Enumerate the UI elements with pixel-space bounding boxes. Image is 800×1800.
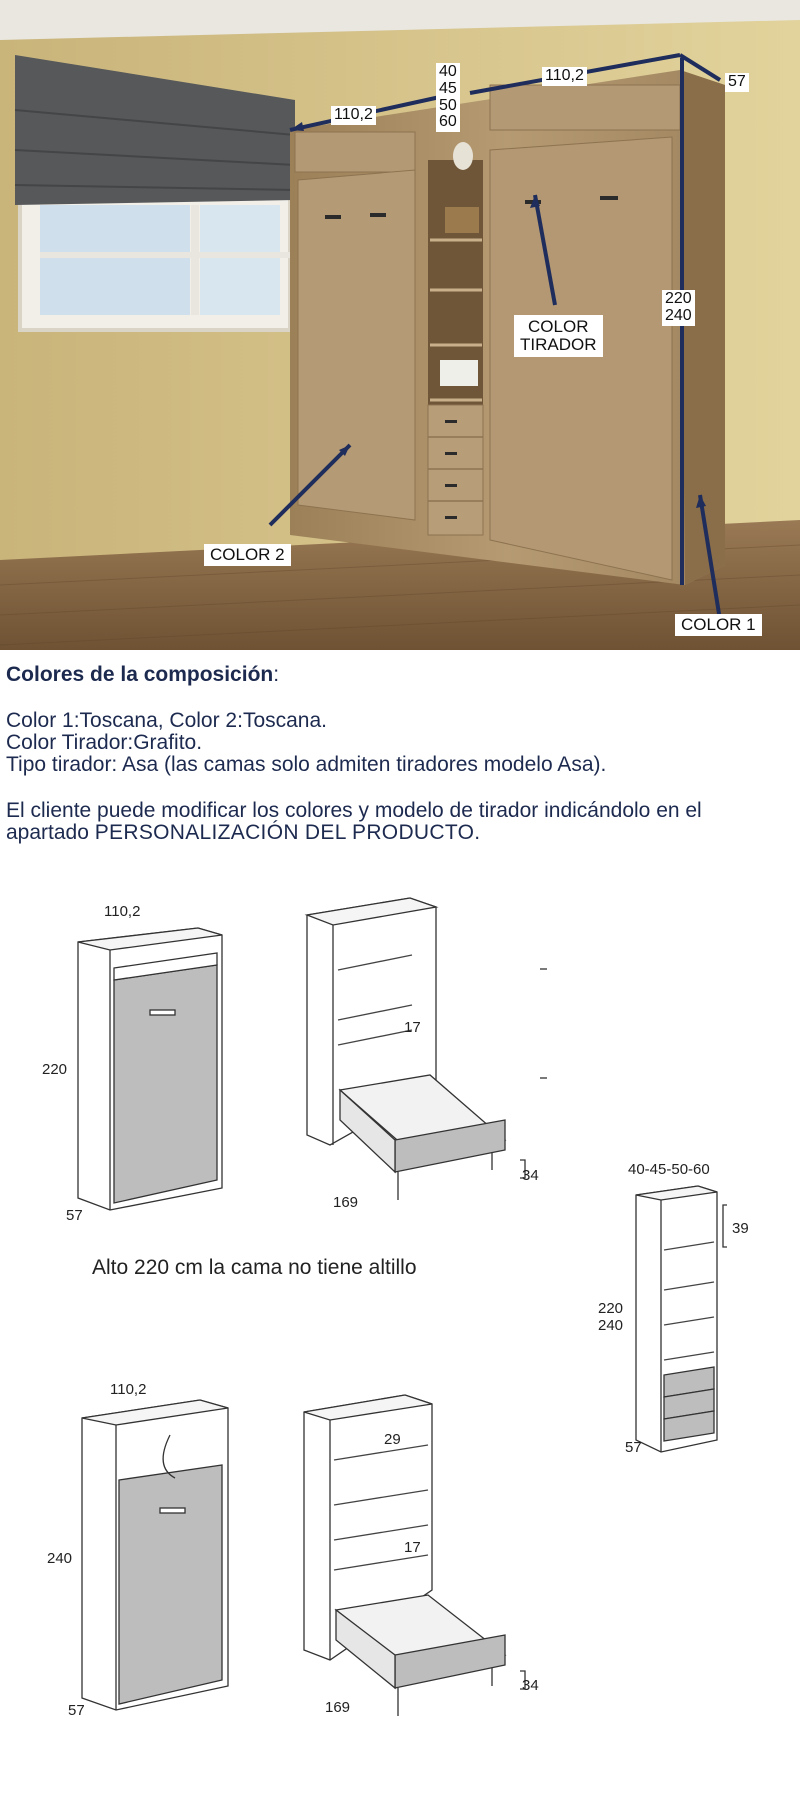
color-tirador-label <box>514 315 603 357</box>
bed220-depth: 57 <box>66 1207 83 1224</box>
handle-type-line: Tipo tirador: Asa (las camas solo admiten tiradores modelo Asa). <box>6 753 607 776</box>
customize-line: El cliente puede modificar los colores y modelo de tirador indicándolo en el <box>6 799 702 822</box>
color2-label: COLOR 2 <box>204 544 291 566</box>
column-height-220: 220 <box>598 1300 624 1317</box>
bed220-height: 220 <box>42 1061 68 1078</box>
height-240: 240 <box>665 306 692 324</box>
depth-60: 60 <box>439 113 457 131</box>
width-left-label: 110,2 <box>331 106 376 125</box>
bed220-open-drawing <box>307 898 505 1200</box>
color-tirador-line2: TIRADOR <box>520 334 597 354</box>
customize-line-2 <box>6 822 796 844</box>
bed240-open-shelf: 17 <box>404 1539 421 1556</box>
column-depth: 57 <box>625 1439 642 1456</box>
bed240-open-length: 169 <box>325 1699 351 1716</box>
depth-50: 50 <box>439 96 457 114</box>
column-drawing <box>636 1186 717 1452</box>
depth-label: 57 <box>725 73 749 92</box>
color-line-1: Color 1:Toscana, Color 2:Toscana. <box>6 709 327 732</box>
bed240-closed-drawing <box>82 1400 228 1710</box>
bed220-open-leg: 34 <box>522 1167 539 1184</box>
bed220-note: Alto 220 cm la cama no tiene altillo <box>92 1256 417 1279</box>
bed220-open-length: 169 <box>333 1194 359 1211</box>
technical-diagrams <box>0 880 800 1800</box>
color-line-2: Color Tirador:Grafito. <box>6 731 203 754</box>
depth-40: 40 <box>439 63 457 80</box>
color-tirador-line1: COLOR <box>528 317 589 336</box>
column-depths: 40-45-50-60 <box>628 1161 710 1178</box>
wardrobe-composition <box>290 70 725 585</box>
height-label <box>662 290 695 326</box>
colors-heading-colon: : <box>273 663 280 686</box>
column-height-240: 240 <box>598 1317 624 1334</box>
depth-45: 45 <box>439 79 457 97</box>
description-block <box>6 664 796 844</box>
bed220-closed-drawing <box>78 928 222 1210</box>
width-right-label: 110,2 <box>542 67 587 86</box>
personalization-link[interactable]: PERSONALIZACIÓN DEL PRODUCTO <box>94 821 475 844</box>
bed240-height: 240 <box>47 1550 73 1567</box>
colors-heading-text: Colores de la composición <box>6 663 274 686</box>
colors-heading <box>6 664 796 686</box>
height-220: 220 <box>665 290 692 307</box>
column-shelf: 39 <box>732 1220 749 1237</box>
period: . <box>474 821 481 844</box>
bed220-width: 110,2 <box>104 903 141 920</box>
color1-label: COLOR 1 <box>675 614 762 636</box>
bed220-open-shelf: 17 <box>404 1019 421 1036</box>
bed240-width: 110,2 <box>110 1381 147 1398</box>
bed240-depth: 57 <box>68 1702 85 1719</box>
apartado-text: apartado <box>6 821 95 844</box>
bed240-open-top: 29 <box>384 1431 401 1448</box>
column-depths-label <box>436 63 460 132</box>
bed240-open-leg: 34 <box>522 1677 539 1694</box>
